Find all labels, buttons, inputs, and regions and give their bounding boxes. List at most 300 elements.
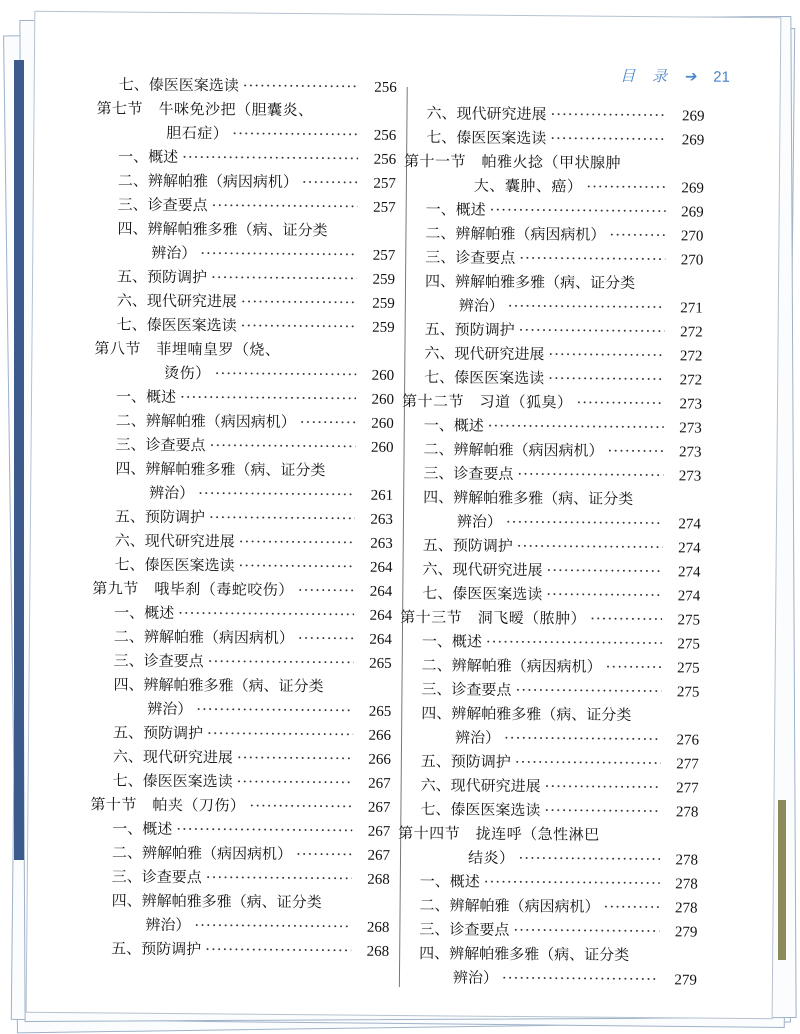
- dot-leader: [519, 246, 665, 271]
- toc-page-number: 270: [680, 252, 704, 269]
- toc-subsection-entry[interactable]: [92, 624, 392, 651]
- toc-page-number: 275: [677, 660, 700, 677]
- toc-entry-line: [398, 845, 698, 872]
- toc-subsection-entry[interactable]: [95, 288, 395, 315]
- dot-leader: [490, 198, 666, 224]
- toc-entry-line: [94, 432, 394, 459]
- toc-entry-title: 三、诊查要点: [423, 464, 514, 483]
- dot-leader: [206, 865, 352, 890]
- toc-entry-title: 七、傣医医案选读: [116, 315, 237, 335]
- toc-entry-title: 五、预防调护: [422, 536, 513, 555]
- toc-entry-line: [403, 245, 703, 272]
- toc-entry-line: [397, 893, 697, 920]
- toc-entry-line: [92, 552, 392, 579]
- dot-leader: [196, 697, 353, 722]
- toc-entry-title: 四、辨解帕雅多雅（病、证分类: [419, 944, 630, 964]
- dot-leader: [550, 102, 666, 127]
- toc-page-number: 264: [369, 583, 393, 600]
- dot-leader: [298, 578, 355, 602]
- header-page-number: 21: [713, 68, 730, 86]
- toc-page-number: 274: [677, 564, 701, 581]
- running-header: [620, 65, 730, 87]
- toc-entry-line: [399, 677, 699, 704]
- toc-page-number: 272: [679, 372, 703, 389]
- toc-entry-title: 三、诊查要点: [425, 248, 516, 267]
- toc-subsection-entry[interactable]: [91, 672, 391, 723]
- toc-subsection-entry[interactable]: [95, 216, 395, 267]
- toc-entry-title: 一、概述: [115, 387, 177, 407]
- toc-entry-line: [400, 605, 700, 632]
- toc-entry-line: [94, 336, 394, 363]
- toc-entry-title: 三、诊查要点: [111, 867, 202, 887]
- toc-subsection-entry[interactable]: [400, 629, 700, 656]
- toc-entry-line: [404, 173, 704, 200]
- toc-entry-title: 六、现代研究进展: [114, 531, 235, 551]
- toc-entry-title: 六、现代研究进展: [420, 776, 541, 796]
- toc-subsection-entry[interactable]: [403, 245, 703, 272]
- toc-subsection-entry[interactable]: [94, 384, 394, 411]
- dot-leader: [212, 193, 358, 218]
- toc-page-number: 267: [367, 823, 391, 840]
- dot-leader: [241, 314, 357, 339]
- toc-entry-line: [91, 672, 391, 699]
- toc-entry-title: 一、概述: [114, 603, 175, 623]
- toc-entry-title: 四、辨解帕雅多雅（病、证分类: [113, 675, 324, 696]
- toc-page-number: 274: [678, 516, 701, 533]
- toc-entry-title-continued: 结炎）: [467, 848, 515, 867]
- dot-leader: [302, 170, 358, 194]
- toc-entry-line: [92, 648, 392, 675]
- toc-subsection-entry[interactable]: [398, 869, 698, 896]
- toc-entry-line: [90, 840, 390, 867]
- toc-subsection-entry[interactable]: [90, 816, 390, 843]
- toc-section-entry[interactable]: [90, 792, 390, 819]
- toc-subsection-entry[interactable]: [402, 365, 702, 392]
- dot-leader: [590, 607, 662, 632]
- toc-entry-title: 二、辨解帕雅（病因病机）: [117, 171, 298, 192]
- toc-entry-line: [401, 509, 701, 536]
- toc-subsection-entry[interactable]: [397, 893, 697, 920]
- toc-entry-line: [402, 389, 702, 416]
- toc-entry-line: [95, 288, 395, 315]
- toc-subsection-entry[interactable]: [89, 888, 389, 939]
- toc-entry-line: [96, 192, 396, 219]
- toc-section-entry[interactable]: [402, 389, 702, 416]
- toc-entry-line: [404, 197, 704, 224]
- toc-entry-title: 五、预防调护: [424, 320, 515, 339]
- toc-right-column: [397, 101, 705, 992]
- toc-entry-title-continued: 辨治）: [452, 968, 499, 987]
- toc-subsection-entry[interactable]: [91, 744, 391, 771]
- dot-leader: [208, 649, 354, 674]
- toc-page-number: 267: [367, 847, 391, 864]
- dot-leader: [488, 414, 664, 440]
- dot-leader: [548, 342, 664, 367]
- toc-entry-line: [91, 720, 391, 747]
- toc-subsection-entry[interactable]: [96, 168, 396, 195]
- toc-page-number: 271: [680, 300, 703, 317]
- toc-entry-line: [90, 792, 390, 819]
- dot-leader: [508, 294, 665, 319]
- toc-subsection-entry[interactable]: [95, 264, 395, 291]
- toc-subsection-entry[interactable]: [399, 701, 699, 752]
- toc-entry-line: [90, 816, 390, 843]
- toc-subsection-entry[interactable]: [400, 557, 700, 584]
- dot-leader: [607, 439, 663, 463]
- dot-leader: [238, 554, 354, 579]
- dot-leader: [606, 655, 662, 679]
- toc-page-number: 268: [366, 919, 390, 936]
- toc-entry-title: 七、傣医医案选读: [420, 800, 541, 820]
- toc-entry-line: [400, 629, 700, 656]
- header-label: 目 录: [620, 66, 674, 86]
- toc-page-number: 266: [368, 727, 392, 744]
- dot-leader: [178, 601, 354, 627]
- toc-page-number: 276: [676, 732, 700, 749]
- toc-page-number: 277: [676, 780, 699, 797]
- toc-page-number: 275: [677, 612, 701, 629]
- toc-entry-title-continued: 辨治）: [149, 483, 195, 503]
- toc-page-number: 257: [373, 175, 396, 192]
- toc-entry-title: 六、现代研究进展: [426, 104, 547, 124]
- toc-subsection-entry[interactable]: [90, 864, 390, 891]
- dot-leader: [603, 895, 659, 919]
- toc-entry-line: [404, 125, 704, 152]
- dot-leader: [207, 721, 353, 746]
- toc-page-number: 273: [679, 396, 703, 413]
- dot-leader: [506, 510, 663, 535]
- toc-page-number: 264: [369, 631, 392, 648]
- toc-entry-line: [398, 821, 698, 848]
- toc-page-number: 259: [372, 271, 396, 288]
- dot-leader: [518, 846, 660, 871]
- toc-page-number: 269: [681, 180, 704, 197]
- dot-leader: [180, 385, 356, 411]
- toc-entry-line: [94, 384, 394, 411]
- toc-entry-line: [397, 965, 697, 992]
- toc-section-entry[interactable]: [96, 96, 396, 147]
- toc-subsection-entry[interactable]: [96, 192, 396, 219]
- toc-entry-line: [400, 653, 700, 680]
- toc-entry-title: 四、辨解帕雅多雅（病、证分类: [424, 272, 636, 293]
- toc-page-number: 266: [368, 751, 391, 768]
- dot-leader: [210, 433, 356, 458]
- toc-entry-title: 二、辨解帕雅（病因病机）: [113, 627, 295, 648]
- toc-entry-line: [95, 240, 395, 267]
- toc-entry-title: 三、诊查要点: [117, 195, 208, 215]
- dot-leader: [586, 175, 666, 200]
- toc-subsection-entry[interactable]: [91, 720, 391, 747]
- toc-page-number: 278: [675, 876, 698, 893]
- toc-page-number: 268: [367, 871, 390, 888]
- toc-page-number: 264: [369, 607, 393, 624]
- toc-entry-line: [398, 869, 698, 896]
- toc-page-number: 272: [679, 348, 703, 365]
- toc-entry-line: [93, 480, 393, 507]
- dot-leader: [550, 126, 666, 151]
- toc-page-number: 257: [373, 199, 396, 216]
- toc-subsection-entry[interactable]: [398, 797, 698, 824]
- toc-page-number: 263: [370, 511, 394, 528]
- dot-leader: [544, 798, 660, 823]
- toc-page-number: 274: [678, 540, 701, 557]
- toc-entry-line: [402, 413, 702, 440]
- toc-entry-line: [95, 264, 395, 291]
- toc-entry-line: [90, 864, 390, 891]
- toc-page-number: 269: [681, 132, 705, 149]
- toc-page-number: 256: [373, 151, 397, 168]
- dot-leader: [211, 265, 357, 290]
- toc-entry-title: 五、预防调护: [420, 752, 511, 771]
- toc-subsection-entry[interactable]: [94, 432, 394, 459]
- toc-entry-title: 二、辨解帕雅（病因病机）: [115, 411, 296, 432]
- toc-entry-line: [399, 749, 699, 776]
- toc-page-number: 267: [367, 799, 391, 816]
- toc-entry-title: 一、概述: [423, 416, 484, 435]
- toc-subsection-entry[interactable]: [92, 648, 392, 675]
- dot-leader: [209, 505, 355, 530]
- toc-subsection-entry[interactable]: [90, 840, 390, 867]
- toc-page-number: 267: [368, 775, 391, 792]
- toc-entry-title: 三、诊查要点: [419, 920, 510, 939]
- toc-entry-line: [96, 144, 396, 171]
- dot-leader: [300, 410, 356, 434]
- dot-leader: [513, 918, 659, 943]
- dot-leader: [200, 241, 357, 266]
- toc-page: [26, 11, 782, 1019]
- toc-page-number: 278: [675, 900, 698, 917]
- toc-page-number: 269: [681, 108, 705, 125]
- toc-subsection-entry[interactable]: [402, 341, 702, 368]
- toc-page-number: 260: [371, 391, 395, 408]
- toc-page-number: 273: [678, 468, 702, 485]
- toc-entry-title: 七、傣医医案选读: [112, 771, 233, 791]
- toc-subsection-entry[interactable]: [399, 773, 699, 800]
- dot-leader: [548, 366, 664, 391]
- toc-subsection-entry[interactable]: [404, 101, 704, 128]
- toc-entry-title: 三、诊查要点: [115, 435, 206, 455]
- toc-section-entry[interactable]: [94, 336, 394, 387]
- toc-entry-title: 四、辨解帕雅多雅（病、证分类: [423, 488, 634, 509]
- toc-page-number: 263: [370, 535, 393, 552]
- toc-entry-line: [401, 461, 701, 488]
- toc-entry-line: [399, 725, 699, 752]
- toc-entry-title: 二、辨解帕雅（病因病机）: [425, 224, 606, 244]
- toc-section-entry[interactable]: [92, 576, 392, 603]
- toc-entry-title-continued: 辨治）: [147, 699, 193, 719]
- toc-page-number: 279: [674, 924, 698, 941]
- toc-entry-line: [94, 360, 394, 387]
- toc-entry-line: [92, 624, 392, 651]
- dot-leader: [176, 817, 352, 843]
- toc-page-number: 274: [677, 588, 701, 605]
- dot-leader: [237, 770, 353, 795]
- toc-page-number: 279: [674, 972, 698, 989]
- dot-leader: [515, 678, 661, 703]
- dot-leader: [243, 74, 359, 99]
- toc-entry-line: [92, 576, 392, 603]
- toc-entry-title: 五、预防调护: [113, 723, 204, 743]
- toc-page-number: 257: [372, 247, 396, 264]
- toc-page-number: 259: [372, 295, 395, 312]
- toc-entry-line: [89, 936, 389, 963]
- dot-leader: [546, 582, 662, 607]
- toc-entry-line: [403, 269, 703, 296]
- toc-subsection-entry[interactable]: [404, 197, 704, 224]
- toc-page-number: 278: [675, 852, 699, 869]
- toc-entry-title: 三、诊查要点: [113, 651, 204, 671]
- dot-leader: [182, 145, 358, 171]
- toc-page-number: 277: [676, 756, 699, 773]
- toc-subsection-entry[interactable]: [91, 768, 391, 795]
- toc-subsection-entry[interactable]: [401, 485, 701, 536]
- toc-section-entry[interactable]: [398, 821, 698, 872]
- toc-left-column: [89, 72, 397, 963]
- toc-entry-title-continued: 辨治）: [151, 243, 197, 263]
- toc-entry-line: [91, 696, 391, 723]
- toc-entry-title: 二、辨解帕雅（病因病机）: [421, 656, 602, 676]
- toc-page-number: 260: [371, 439, 394, 456]
- toc-entry-title: 一、概述: [421, 632, 482, 651]
- toc-entry-line: [403, 293, 703, 320]
- toc-entry-line: [402, 341, 702, 368]
- toc-entry-title: 第十节 帕夹（刀伤）: [90, 795, 246, 815]
- toc-entry-line: [92, 600, 392, 627]
- toc-entry-title: 一、概述: [419, 872, 480, 891]
- dot-leader: [484, 870, 660, 896]
- toc-entry-title-continued: 辨治）: [458, 296, 504, 315]
- toc-section-entry[interactable]: [400, 605, 700, 632]
- toc-page-number: 260: [371, 415, 394, 432]
- toc-subsection-entry[interactable]: [401, 461, 701, 488]
- dot-leader: [517, 462, 663, 487]
- toc-subsection-entry[interactable]: [401, 437, 701, 464]
- toc-entry-title: 六、现代研究进展: [424, 344, 545, 364]
- toc-subsection-entry[interactable]: [93, 528, 393, 555]
- toc-page-number: 261: [370, 487, 394, 504]
- toc-subsection-entry[interactable]: [403, 221, 703, 248]
- toc-entry-line: [90, 888, 390, 915]
- toc-page-number: 260: [371, 367, 395, 384]
- toc-entry-title: 一、概述: [112, 819, 173, 838]
- toc-subsection-entry[interactable]: [89, 936, 389, 963]
- toc-entry-line: [401, 437, 701, 464]
- toc-page-number: 259: [372, 319, 395, 336]
- toc-subsection-entry[interactable]: [403, 317, 703, 344]
- toc-entry-title: 五、预防调护: [114, 507, 206, 527]
- toc-subsection-entry[interactable]: [401, 533, 701, 560]
- toc-subsection-entry[interactable]: [397, 941, 697, 992]
- toc-entry-title: 一、概述: [425, 200, 486, 219]
- toc-entry-line: [96, 120, 396, 147]
- toc-entry-line: [399, 773, 699, 800]
- toc-subsection-entry[interactable]: [403, 269, 703, 320]
- toc-entry-title: 四、辨解帕雅多雅（病、证分类: [117, 219, 328, 240]
- toc-entry-line: [400, 581, 700, 608]
- dot-leader: [515, 750, 661, 775]
- toc-subsection-entry[interactable]: [399, 749, 699, 776]
- toc-entry-line: [403, 317, 703, 344]
- toc-entry-line: [93, 456, 393, 483]
- toc-subsection-entry[interactable]: [95, 312, 395, 339]
- toc-subsection-entry[interactable]: [92, 552, 392, 579]
- toc-subsection-entry[interactable]: [400, 653, 700, 680]
- toc-entry-line: [402, 365, 702, 392]
- dot-leader: [296, 842, 352, 866]
- toc-entry-title: 五、预防调护: [116, 267, 208, 287]
- dot-leader: [232, 121, 358, 146]
- toc-subsection-entry[interactable]: [399, 677, 699, 704]
- dot-leader: [609, 223, 665, 247]
- dot-leader: [502, 966, 659, 991]
- toc-entry-title: 二、辨解帕雅（病因病机）: [111, 843, 293, 864]
- dot-leader: [545, 774, 661, 799]
- toc-subsection-entry[interactable]: [93, 504, 393, 531]
- toc-entry-title-continued: 胆石症）: [166, 123, 229, 143]
- toc-subsection-entry[interactable]: [97, 72, 397, 99]
- toc-subsection-entry[interactable]: [404, 125, 704, 152]
- dot-leader: [198, 481, 355, 506]
- toc-entry-title: 七、傣医医案选读: [118, 75, 239, 95]
- toc-subsection-entry[interactable]: [93, 456, 393, 507]
- toc-entry-title: 二、辨解帕雅（病因病机）: [419, 896, 600, 916]
- toc-subsection-entry[interactable]: [400, 581, 700, 608]
- toc-entry-title: 七、傣医医案选读: [426, 128, 547, 148]
- toc-entry-title: 第七节 牛咪免沙把（胆囊炎、: [96, 99, 314, 120]
- toc-entry-line: [399, 701, 699, 728]
- toc-entry-title: 四、辨解帕雅多雅（病、证分类: [421, 704, 632, 724]
- toc-entry-title: 四、辨解帕雅多雅（病、证分类: [111, 891, 322, 912]
- toc-subsection-entry[interactable]: [397, 917, 697, 944]
- toc-entry-title: 六、现代研究进展: [112, 747, 233, 767]
- toc-entry-title: 四、辨解帕雅多雅（病、证分类: [115, 459, 326, 480]
- toc-entry-title: 三、诊查要点: [421, 680, 512, 699]
- toc-entry-line: [404, 149, 704, 176]
- toc-page-number: 256: [374, 79, 397, 96]
- dot-leader: [298, 626, 354, 650]
- toc-entry-line: [403, 221, 703, 248]
- toc-entry-title: 七、傣医医案选读: [424, 368, 545, 388]
- toc-entry-title: 第八节 菲埋喃皇罗（烧、: [94, 339, 281, 359]
- toc-subsection-entry[interactable]: [92, 600, 392, 627]
- dot-leader: [194, 913, 351, 938]
- toc-entry-line: [95, 312, 395, 339]
- toc-page-number: 269: [681, 204, 704, 221]
- toc-subsection-entry[interactable]: [94, 408, 394, 435]
- toc-page-number: 272: [680, 324, 703, 341]
- toc-page-number: 275: [677, 636, 700, 653]
- toc-page-number: 273: [679, 420, 702, 437]
- dot-leader: [486, 630, 662, 656]
- dot-leader: [237, 746, 353, 771]
- toc-entry-title: 六、现代研究进展: [422, 560, 543, 580]
- dot-leader: [241, 290, 357, 315]
- toc-entry-title: 五、预防调护: [111, 939, 202, 959]
- toc-entry-title: 第十一节 帕雅火捻（甲状腺肿: [404, 151, 622, 172]
- toc-entry-title: 二、辨解帕雅（病因病机）: [423, 440, 604, 460]
- toc-entry-title: 第十四节 拢连呼（急性淋巴: [398, 823, 600, 844]
- toc-subsection-entry[interactable]: [402, 413, 702, 440]
- toc-entry-line: [97, 72, 397, 99]
- toc-entry-line: [93, 528, 393, 555]
- toc-entry-line: [397, 917, 697, 944]
- toc-entry-title-continued: 大、囊肿、癌）: [473, 176, 583, 196]
- book-cover-edge: [778, 800, 786, 960]
- toc-entry-line: [94, 408, 394, 435]
- toc-entry-line: [401, 533, 701, 560]
- toc-subsection-entry[interactable]: [96, 144, 396, 171]
- toc-section-entry[interactable]: [404, 149, 704, 200]
